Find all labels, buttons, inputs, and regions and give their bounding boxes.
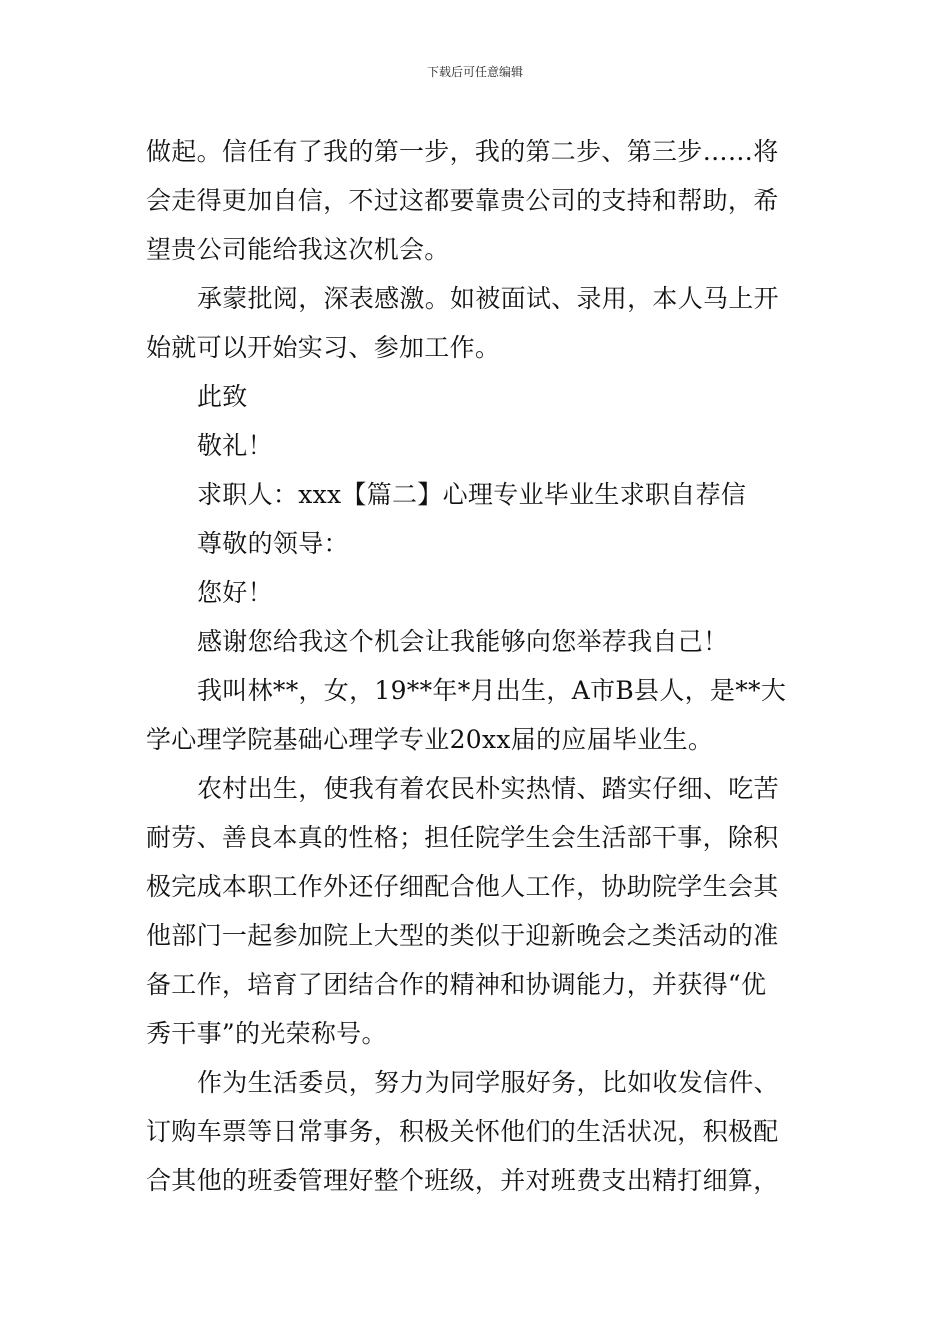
text-line: 农村出生，使我有着农民朴实热情、踏实仔细、吃苦	[197, 774, 779, 803]
text-line: 作为生活委员，努力为同学服好务，比如收发信件、	[197, 1068, 779, 1097]
document-body	[146, 127, 808, 1205]
closing-salutation: 此致	[197, 382, 248, 411]
text-line: 承蒙批阅，深表感激。如被面试、录用，本人马上开	[197, 284, 779, 313]
text-line: 始就可以开始实习、参加工作。	[146, 333, 501, 362]
greeting-hello: 您好！	[197, 578, 273, 607]
text-line: 合其他的班委管理好整个班级，并对班费支出精打细算，	[146, 1166, 779, 1195]
greeting-addressee: 尊敬的领导：	[197, 529, 349, 558]
text-line: 感谢您给我这个机会让我能够向您举荐我自己！	[197, 627, 729, 656]
text-line: 学心理学院基础心理学专业20xx届的应届毕业生。	[146, 725, 714, 754]
text-line: 秀干事”的光荣称号。	[146, 1019, 387, 1048]
text-line: 会走得更加自信，不过这都要靠贵公司的支持和帮助，希	[146, 186, 779, 215]
text-line: 备工作，培育了团结合作的精神和协调能力，并获得“优	[146, 970, 767, 999]
text-line: 做起。信任有了我的第一步，我的第二步、第三步……将	[146, 137, 779, 166]
closing-regards: 敬礼！	[197, 431, 273, 460]
text-line: 极完成本职工作外还仔细配合他人工作，协助院学生会其	[146, 872, 779, 901]
text-line: 订购车票等日常事务，积极关怀他们的生活状况，积极配	[146, 1117, 779, 1146]
text-line: 耐劳、善良本真的性格；担任院学生会生活部干事，除积	[146, 823, 779, 852]
text-line: 他部门一起参加院上大型的类似于迎新晚会之类活动的准	[146, 921, 779, 950]
text-line: 我叫林**，女，19**年*月出生，A市B县人，是**大	[197, 676, 787, 705]
page-header: 下载后可任意编辑	[426, 65, 523, 79]
text-line: 望贵公司能给我这次机会。	[146, 235, 450, 264]
applicant-and-section-title: 求职人：xxx【篇二】心理专业毕业生求职自荐信	[197, 480, 747, 509]
